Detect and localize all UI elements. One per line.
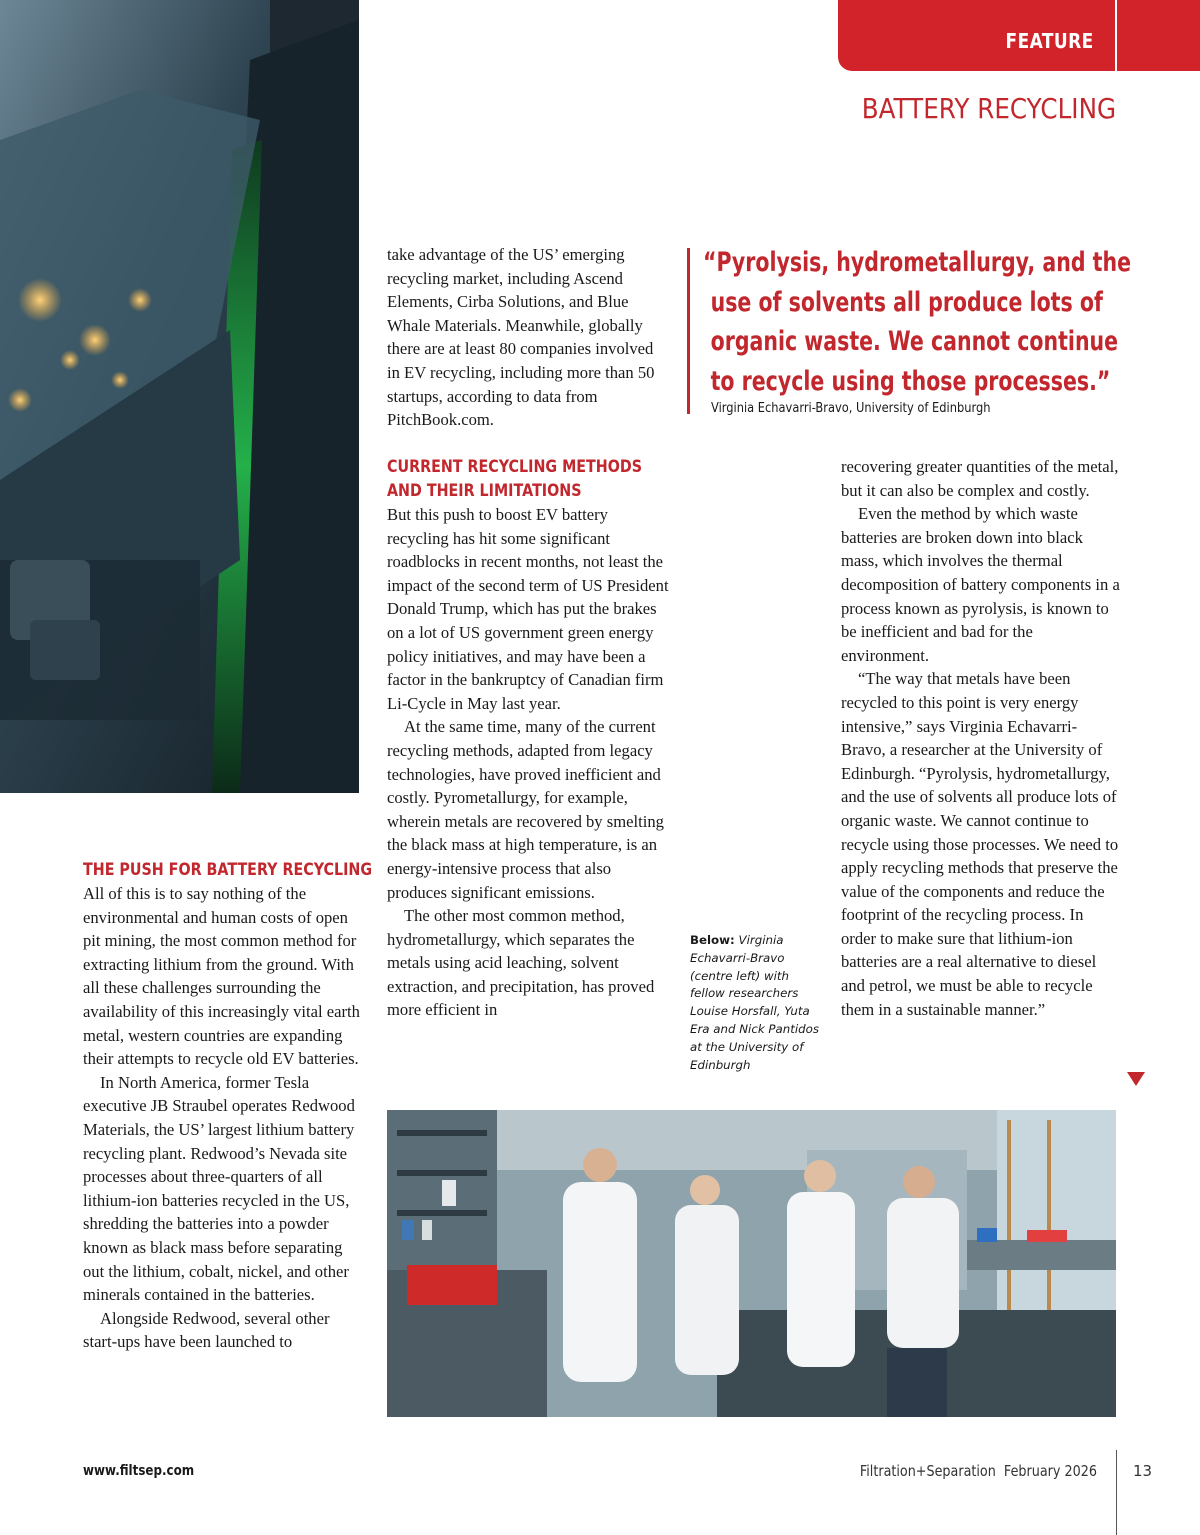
lab-researchers-photo (387, 1110, 1116, 1417)
lab-researchers-illustration (387, 1110, 1116, 1417)
paragraph: take advantage of the US’ emerging recycling market, including Ascend Elements, Cirba Solutions, and Blue Whale Materials. Meanwhile, globally there are at least 80 companies involved in EV recycling, including more than 50 startups, according to data from PitchBook.com. (387, 245, 655, 430)
footer-publication: Filtration+Separation (859, 1462, 996, 1480)
pull-quote-line: organic waste. We cannot continue (710, 326, 1119, 357)
footer-website-url: www.filtsep.com (83, 1463, 195, 1479)
battery-pack-photo (0, 0, 359, 793)
article-continue-arrow-icon (1127, 1072, 1145, 1086)
article-column-middle-top (387, 243, 667, 432)
paragraph: “The way that metals have been recycled to this point is very energy intensive,” says Virginia Echavarri-Bravo, a researcher at the University of Edinburgh. “Pyrolysis, hydrometallurgy, and the use of solvents all produce lots of organic waste. We cannot continue to recycle using those processes. We need to apply recycling methods that preserve the value of the components and reduce the footprint of the recycling process. In order to make sure that lithium-ion batteries are a real alternative to diesel and petrol, we must be able to recycle them in a sustainable manner.” (841, 669, 1119, 1019)
section-heading: THE PUSH FOR BATTERY RECYCLING (83, 860, 373, 880)
section-title: BATTERY RECYCLING (861, 92, 1116, 125)
pull-quote-attribution: Virginia Echavarri-Bravo, University of Edinburgh (711, 401, 991, 416)
paragraph: recovering greater quantities of the metal, but it can also be complex and costly. (841, 457, 1119, 500)
pull-quote-line: “Pyrolysis, hydrometallurgy, and the (703, 247, 1131, 278)
feature-label: FEATURE (1005, 29, 1094, 53)
pull-quote (703, 243, 1131, 401)
paragraph: At the same time, many of the current recycling methods, adapted from legacy technologies, have proved inefficient and costly. Pyrometallurgy, for example, wherein metals are recovered by smelting the black mass at high temperature, is an energy-intensive process that also produces significant emissions. (387, 717, 664, 902)
paragraph: Even the method by which waste batteries are broken down into black mass, which involves the thermal decomposition of battery components in a process known as pyrolysis, is known to be inefficient and bad for the environment. (841, 504, 1120, 665)
paragraph: All of this is to say nothing of the environmental and human costs of open pit mining, the most common method for extracting lithium from the ground. With all these challenges surrounding the availability of this increasingly vital earth metal, western countries are expanding their attempts to recycle old EV batteries. (83, 884, 360, 1069)
footer-issue-date: February 2026 (1003, 1462, 1097, 1480)
paragraph: But this push to boost EV battery recycling has hit some significant roadblocks in recent months, not least the impact of the second term of US President Donald Trump, which has put the brakes on a lot of US government green energy policy initiatives, and may have been a factor in the bankruptcy of Canadian firm Li-Cycle in May last year. (387, 505, 669, 713)
footer-publication-issue (860, 1462, 1097, 1480)
feature-tab-divider (1115, 0, 1117, 71)
paragraph: In North America, former Tesla executive JB Straubel operates Redwood Materials, the US’ largest lithium battery recycling plant. Redwood’s Nevada site processes about three-quarters of all lithium-ion batteries recycled in the US, shredding the batteries into a powder known as black mass before separating out the lithium, cobalt, nickel, and other minerals contained in the batteries. (83, 1072, 355, 1305)
article-column-middle (387, 455, 669, 1022)
pull-quote-line: to recycle using those processes.” (710, 365, 1111, 397)
pull-quote-bar (687, 248, 690, 414)
article-column-left (83, 858, 373, 1354)
article-column-right (841, 455, 1121, 1021)
paragraph: Alongside Redwood, several other start-ups have been launched to (83, 1308, 330, 1352)
paragraph: The other most common method, hydrometallurgy, which separates the metals using acid leaching, solvent extraction, and precipitation, has proved more efficient in (387, 906, 655, 1020)
pull-quote-line: use of solvents all produce lots of (710, 286, 1103, 318)
section-heading-line: AND THEIR LIMITATIONS (387, 481, 582, 501)
photo-caption (690, 932, 820, 1074)
page-number: 13 (1133, 1462, 1153, 1480)
caption-label: Below: (690, 933, 735, 947)
section-heading-line: CURRENT RECYCLING METHODS (387, 457, 643, 477)
caption-text: Virginia Echavarri-Bravo (centre left) with fellow researchers Louise Horsfall, Yuta Era and Nick Pantidos at the University of Edinburgh (690, 933, 819, 1072)
battery-pack-illustration (0, 0, 359, 793)
footer-divider (1116, 1450, 1117, 1535)
